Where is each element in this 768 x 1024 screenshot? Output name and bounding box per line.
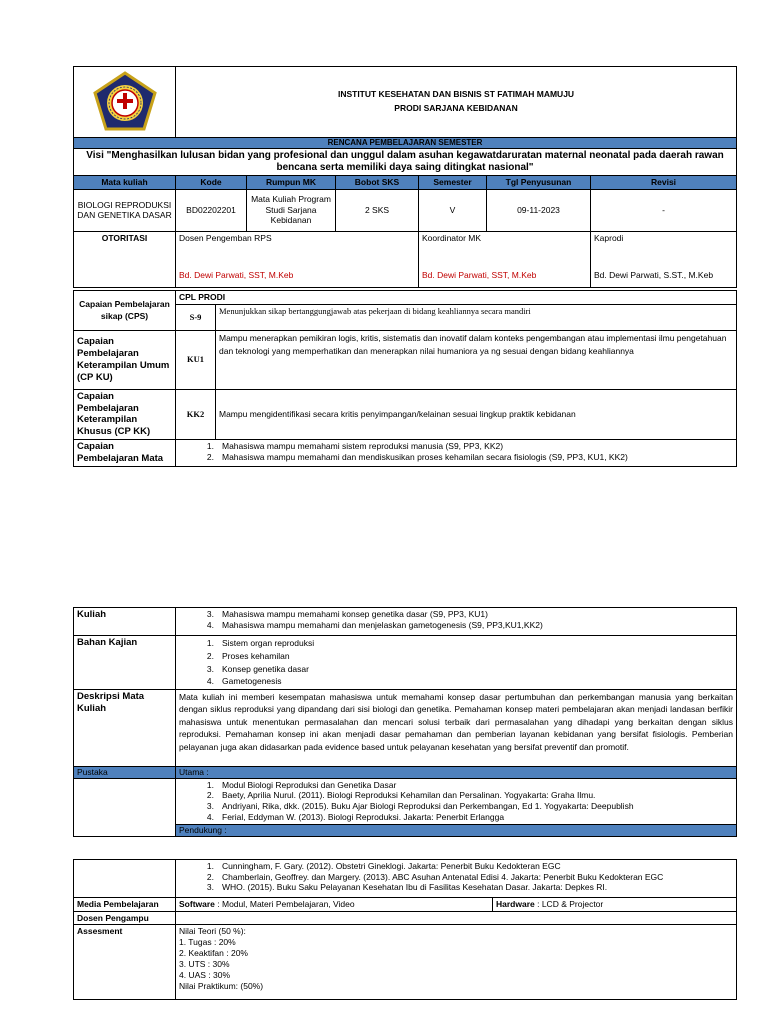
list-item: 3. Konsep genetika dasar [206, 663, 309, 674]
media-label: Media Pembelajaran [74, 898, 176, 912]
list-item: 3. WHO. (2015). Buku Saku Pelayanan Kesehatan Ibu di Fasilitas Kesehatan Dasar. Jakarta: Depkes RI. [206, 882, 608, 893]
course-revision: - [591, 189, 737, 231]
list-item: 1. Modul Biologi Reproduksi dan Genetika Dasar [206, 779, 397, 790]
rps-content-table [73, 607, 737, 837]
deskripsi-label: Deskripsi Mata Kuliah [74, 690, 176, 767]
cpkk-label: Capaian Pembelajaran Keterampilan Khusus (CP KK) [74, 389, 176, 440]
ku1-code: KU1 [176, 330, 216, 389]
course-rumpun: Mata Kuliah Program Studi Sarjana Kebidanan [247, 189, 336, 231]
course-name: BIOLOGI REPRODUKSI DAN GENETIKA DASAR [74, 189, 176, 231]
dosen-pengembang-name: Bd. Dewi Parwati, SST, M.Keb [179, 270, 294, 281]
institution-header [176, 67, 737, 138]
col-header-bobot: Bobot SKS [336, 176, 419, 190]
col-header-rumpun: Rumpun MK [247, 176, 336, 190]
pustaka-pendukung-list [176, 860, 737, 898]
s9-text: Menunjukkan sikap bertanggungjawab atas pekerjaan di bidang keahliannya secara mandiri [216, 304, 737, 330]
list-item: Nilai Teori (50 %): [179, 926, 246, 937]
koordinator-name: Bd. Dewi Parwati, SST, M.Keb [422, 270, 537, 281]
dosen-pengembang-label: Dosen Pengemban RPS [179, 232, 272, 243]
kk2-code: KK2 [176, 389, 216, 440]
col-header-tgl: Tgl Penyusunan [487, 176, 591, 190]
list-item: 1. Mahasiswa mampu memahami sistem reproduksi manusia (S9, PP3, KK2) [206, 441, 504, 452]
media-hardware: Hardware : LCD & Projector [493, 898, 737, 912]
pendukung-spacer [74, 860, 176, 898]
bahan-kajian-list [176, 636, 737, 690]
koordinator-label: Koordinator MK [422, 232, 482, 243]
course-sks: 2 SKS [336, 189, 419, 231]
cpmk-list-part2 [176, 608, 737, 636]
pustaka-utama-list [176, 778, 737, 824]
pustaka-label: Pustaka [74, 767, 176, 779]
dosen-pengembang-cell [176, 231, 419, 287]
cps-label: Capaian Pembelajaran sikap (CPS) [74, 291, 176, 331]
pustaka-pendukung-label: Pendukung : [176, 824, 737, 836]
list-item: 2. Mahasiswa mampu memahami dan mendiskusikan proses kehamilan secara fisiologis (S9, PP3, KU1, KK2) [206, 451, 628, 462]
pustaka-utama-label: Utama : [176, 767, 737, 779]
list-item: 4. Mahasiswa mampu memahami dan menjelaskan gametogenesis (S9, PP3,KU1,KK2) [206, 619, 543, 630]
bahan-kajian-label: Bahan Kajian [74, 636, 176, 690]
list-item: Nilai Praktikum: (50%) [179, 981, 264, 992]
vision-statement: Visi "Menghasilkan lulusan bidan yang profesional dan unggul dalam asuhan kegawatdaruratan maternal neonatal pada daerah rawan bencana serta memiliki daya saing ditingkat nasional" [74, 149, 737, 176]
col-header-revisi: Revisi [591, 176, 737, 190]
institution-name: INSTITUT KESEHATAN DAN BISNIS ST FATIMAH MAMUJU [337, 89, 575, 100]
ku1-text: Mampu menerapkan pemikiran logis, kritis, sistematis dan inovatif dalam konteks pengembangan atau implementasi ilmu pengetahuan dan teknologi yang memperhatikan dan menerapkan nilai humaniora ya ng sesuai dengan bidang keahliannya [216, 330, 737, 389]
kaprodi-cell [591, 231, 737, 287]
list-item: 2. Keaktifan : 20% [179, 948, 248, 959]
list-item: 4. UAS : 30% [179, 970, 231, 981]
list-item: 4. Ferial, Eddyman W. (2013). Biologi Reproduksi. Jakarta: Penerbit Erlangga [206, 811, 505, 822]
s9-code: S-9 [176, 304, 216, 330]
cpmk-label-part1: Capaian Pembelajaran Mata [74, 440, 176, 467]
col-header-mata-kuliah: Mata kuliah [74, 176, 176, 190]
course-date: 09-11-2023 [487, 189, 591, 231]
list-item: 1. Tugas : 20% [179, 937, 236, 948]
col-header-kode: Kode [176, 176, 247, 190]
doc-title: RENCANA PEMBELAJARAN SEMESTER [74, 138, 737, 149]
program-name: PRODI SARJANA KEBIDANAN [394, 103, 518, 113]
list-item: 3. UTS : 30% [179, 959, 230, 970]
cpmk-list-part1 [176, 440, 737, 467]
kaprodi-label: Kaprodi [594, 232, 624, 243]
list-item: 1. Cunningham, F. Gary. (2012). Obstetri Gineklogi. Jakarta: Penerbit Buku Kedokteran EGC [206, 861, 561, 871]
rps-header-table [73, 66, 737, 288]
rps-footer-table [73, 859, 737, 1000]
list-item: 1. Sistem organ reproduksi [206, 638, 315, 648]
assesment-values [176, 925, 737, 1000]
list-item: 2. Baety, Aprilia Nurul. (2011). Biologi Reproduksi Kehamilan dan Persalinan. Yogyakarta: Graha Ilmu. [206, 790, 596, 801]
koordinator-cell [419, 231, 591, 287]
university-seal-icon [92, 71, 158, 131]
list-item: 3. Andriyani, Rika, dkk. (2015). Buku Ajar Biologi Reproduksi dan Perkembangan, Ed 1. Yogyakarta: Deepublish [206, 800, 634, 811]
list-item: 3. Mahasiswa mampu memahami konsep genetika dasar (S9, PP3, KU1) [206, 609, 488, 619]
dosen-pengampu-value [176, 911, 737, 925]
deskripsi-text: Mata kuliah ini memberi kesempatan mahasiswa untuk memahami konsep dasar pertumbuhan dan perkembangan manusia yang berkaitan dengan siklus reproduksi yang dipandang dari sisi biologi dan genetika. Pemahaman konsep materi pembelajaran akan menjadi landasan berfikir mahasiswa untuk menentukan permasalahan dan mencari solusi terbaik dari permasalahan yang dihadapi yang berkaitan dengan siklus reproduksi. Pemahaman konsep ini akan menjadi dasar pemahaman dan pemberian layanan kebidanan yang bersifat fisiologis. Pemberian pelayanan juga akan didasarkan pada evidence based untuk pelayanan kesehatan yang bersifat preventif dan promotif. [176, 690, 737, 767]
col-header-semester: Semester [419, 176, 487, 190]
list-item: 4. Gametogenesis [206, 676, 282, 687]
list-item: 2. Chamberlain, Geoffrey. dan Margery. (2013). ABC Asuhan Antenatal Edisi 4. Jakarta: Penerbit Buku Kedokteran EGC [206, 871, 664, 882]
media-software: Software : Modul, Materi Pembelajaran, Video [176, 898, 493, 912]
kaprodi-name: Bd. Dewi Parwati, S.ST., M.Keb [594, 270, 714, 281]
course-code: BD02202201 [176, 189, 247, 231]
logo-cell [74, 67, 176, 138]
assesment-label: Assesment [74, 925, 176, 1000]
cpl-prodi-label: CPL PRODI [176, 291, 737, 305]
cpku-label: Capaian Pembelajaran Keterampilan Umum (CP KU) [74, 330, 176, 389]
kk2-text: Mampu mengidentifikasi secara kritis penyimpangan/kelainan sesuai lingkup praktik kebidanan [216, 389, 737, 440]
otoritas-label: OTORITASI [74, 231, 176, 287]
cpl-table [73, 290, 737, 467]
dosen-pengampu-label: Dosen Pengampu [74, 911, 176, 925]
cpmk-label-part2: Kuliah [74, 608, 176, 636]
course-semester: V [419, 189, 487, 231]
pustaka-spacer [74, 778, 176, 836]
list-item: 2. Proses kehamilan [206, 650, 290, 661]
